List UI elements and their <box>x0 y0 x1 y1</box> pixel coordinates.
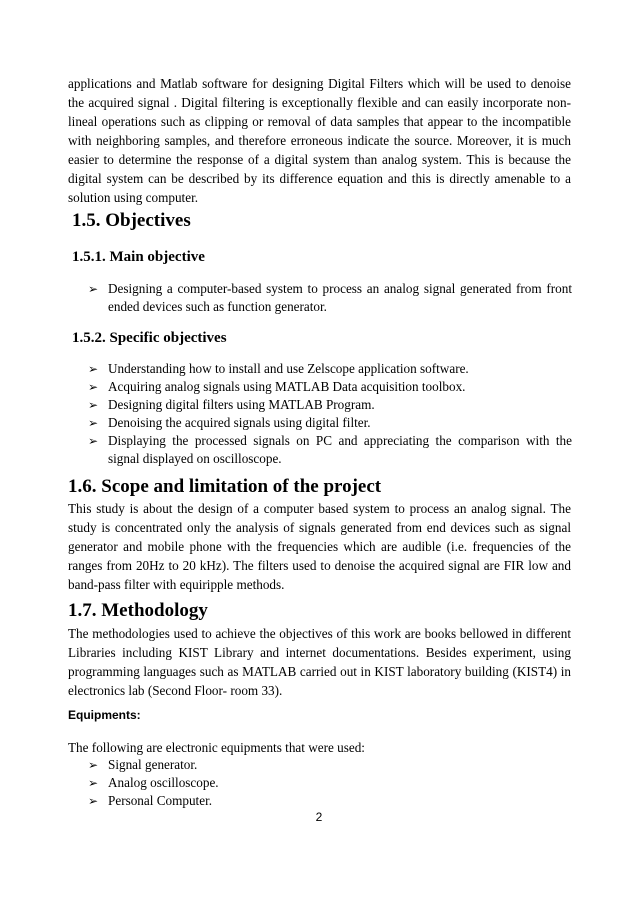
section-1-6-heading: 1.6. Scope and limitation of the project <box>68 476 382 497</box>
section-1-7-heading: 1.7. Methodology <box>68 600 208 621</box>
list-item-text: Analog oscilloscope. <box>108 775 219 790</box>
list-item <box>88 378 572 396</box>
arrow-bullet-icon: ➢ <box>88 794 99 808</box>
arrow-bullet-icon: ➢ <box>88 758 99 772</box>
equipments-intro: The following are electronic equipments that were used: <box>68 740 365 755</box>
arrow-bullet-icon: ➢ <box>88 416 99 430</box>
list-item <box>88 792 572 810</box>
list-item-text: Personal Computer. <box>108 793 213 808</box>
intro-paragraph: applications and Matlab software for designing Digital Filters which will be used to denoise the acquired signal . Digital filtering is exceptionally flexible and can easily incorporate non-lineal operations such as clipping or removal of data samples that appear to the incompatible with neighboring samples, and therefore erroneous indicate the source. Moreover, it is much easier to determine the response of a digital system than analog system. This is because the digital system can be described by its difference equation and this is directly amenable to a solution using computer. <box>68 76 571 205</box>
scope-paragraph: This study is about the design of a computer based system to process an analog signal. The study is concentrated only the analysis of signals generated from end devices such as signal generator and mobile phone with the frequencies which are audible (i.e. frequencies of the ranges from 20Hz to 20 kHz). The filters used to denoise the acquired signal are FIR low and band-pass filter with equiripple methods. <box>68 501 571 592</box>
arrow-bullet-icon: ➢ <box>88 434 99 448</box>
arrow-bullet-icon: ➢ <box>88 398 99 412</box>
list-item-text: Denoising the acquired signals using digital filter. <box>108 415 371 430</box>
list-item-text: Acquiring analog signals using MATLAB Data acquisition toolbox. <box>108 379 466 394</box>
section-1-5-2-heading: 1.5.2. Specific objectives <box>72 330 227 346</box>
section-1-5-heading: 1.5. Objectives <box>72 210 191 231</box>
section-1-5-1-heading: 1.5.1. Main objective <box>72 249 205 265</box>
list-item-text: Signal generator. <box>108 757 198 772</box>
equipments-heading: Equipments: <box>68 708 141 722</box>
list-item-text: Understanding how to install and use Zelscope application software. <box>108 361 469 376</box>
list-item <box>88 396 572 414</box>
arrow-bullet-icon: ➢ <box>88 776 99 790</box>
list-item <box>88 774 572 792</box>
list-item <box>88 280 572 316</box>
arrow-bullet-icon: ➢ <box>88 362 99 376</box>
list-item-text: Designing digital filters using MATLAB Program. <box>108 397 375 412</box>
list-item <box>88 432 572 468</box>
list-item-text: Designing a computer-based system to process an analog signal generated from front ended devices such as function generator. <box>108 281 572 314</box>
equipments-list <box>88 756 572 810</box>
list-item-text: Displaying the processed signals on PC and appreciating the comparison with the signal displayed on oscilloscope. <box>108 433 572 466</box>
list-item <box>88 360 572 378</box>
arrow-bullet-icon: ➢ <box>88 380 99 394</box>
list-item <box>88 414 572 432</box>
page-number: 2 <box>315 810 323 824</box>
main-objective-list <box>88 280 572 316</box>
specific-objectives-list <box>88 360 572 468</box>
list-item <box>88 756 572 774</box>
arrow-bullet-icon: ➢ <box>88 282 99 296</box>
methodology-paragraph: The methodologies used to achieve the objectives of this work are books bellowed in different Libraries including KIST Library and internet documentations. Besides experiment, using programming languages such as MATLAB carried out in KIST laboratory building (KIST4) in electronics lab (Second Floor- room 33). <box>68 626 571 698</box>
